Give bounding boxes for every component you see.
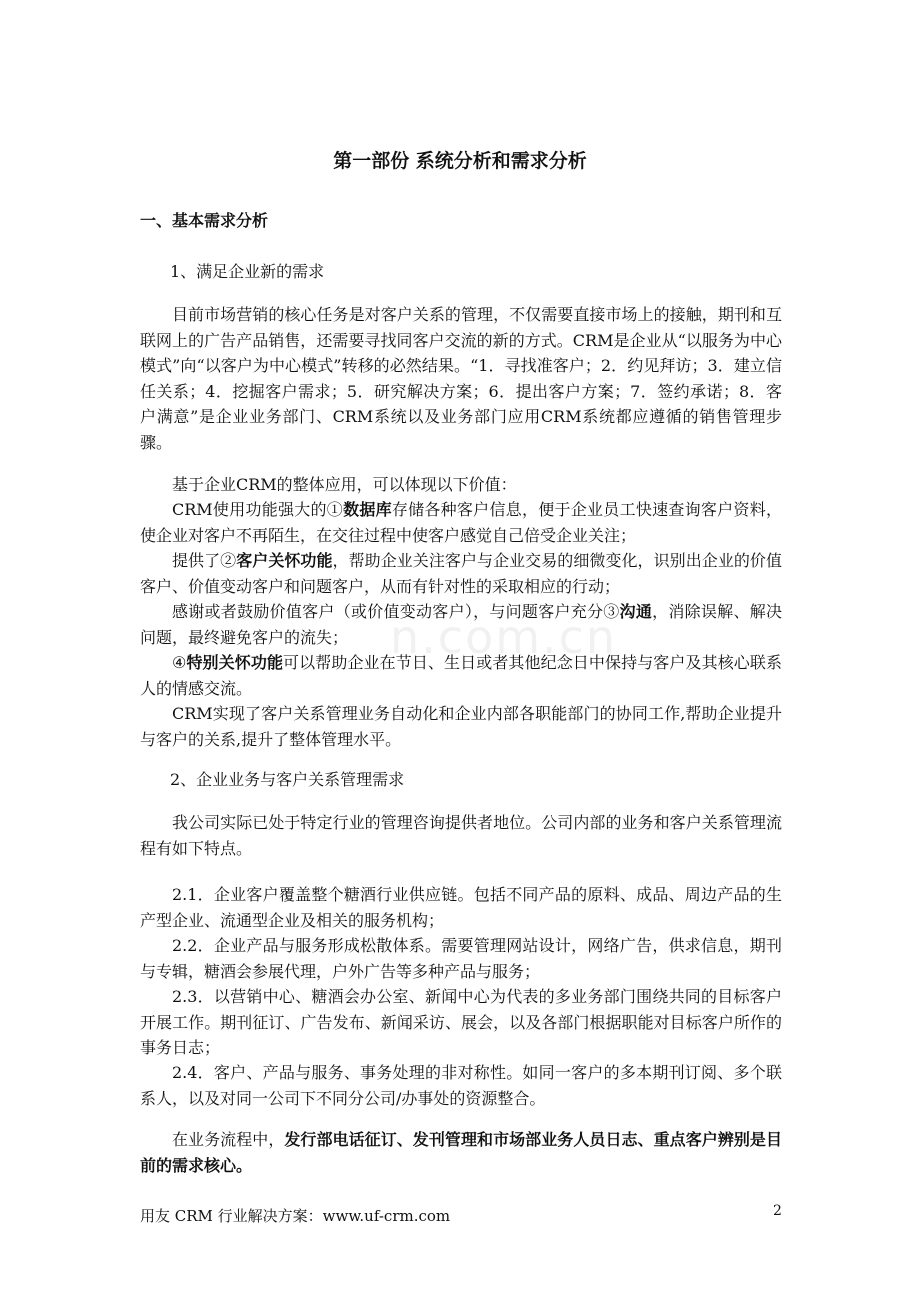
paragraph-care: 提供了②客户关怀功能，帮助企业关注客户与企业交易的细微变化，识别出企业的价值客户、价值变动客户和问题客户，从而有针对性的采取相应的行动；: [140, 551, 782, 596]
section-heading: 一、基本需求分析: [140, 211, 269, 230]
paragraph-value-intro: 基于企业CRM的整体应用，可以体现以下价值：: [172, 475, 517, 494]
footer-text: 用友 CRM 行业解决方案：www.uf-crm.com: [140, 1207, 451, 1225]
watermark: n.com.cn: [390, 610, 618, 664]
paragraph-company: 我公司实际已处于特定行业的管理咨询提供者地位。公司内部的业务和客户关系管理流程有如下特点。: [140, 813, 782, 858]
paragraph-database: CRM使用功能强大的①数据库存储各种客户信息，便于企业员工快速查询客户资料，使企业对客户不再陌生，在交往过程中使客户感觉自己倍受企业关注；: [140, 500, 782, 545]
list-item-2-3: 2.3．以营销中心、糖酒会办公室、新闻中心为代表的多业务部门围绕共同的目标客户开展工作。期刊征订、广告发布、新闻采访、展会，以及各部门根据职能对目标客户所作的事务日志；: [140, 987, 782, 1058]
subsection-heading-2: 2、企业业务与客户关系管理需求: [170, 770, 405, 789]
paragraph-special-care: ④特别关怀功能可以帮助企业在节日、生日或者其他纪念日中保持与客户及其核心联系人的情感交流。: [140, 653, 782, 698]
list-item-2-2: 2.2．企业产品与服务形成松散体系。需要管理网站设计，网络广告，供求信息，期刊与专辑，糖酒会参展代理，户外广告等多种产品与服务；: [140, 936, 782, 981]
paragraph-crm-summary: CRM实现了客户关系管理业务自动化和企业内部各职能部门的协同工作,帮助企业提升与客户的关系,提升了整体管理水平。: [140, 704, 782, 749]
paragraph-communication: 感谢或者鼓励价值客户（或价值变动客户），与问题客户充分③沟通，消除误解、解决问题，最终避免客户的流失；: [140, 602, 782, 647]
subsection-heading-1: 1、满足企业新的需求: [170, 262, 325, 281]
list-item-2-4: 2.4．客户、产品与服务、事务处理的非对称性。如同一客户的多本期刊订阅、多个联系人，以及对同一公司下不同分公司/办事处的资源整合。: [140, 1063, 782, 1108]
page-number: 2: [773, 1203, 782, 1219]
paragraph-market: 目前市场营销的核心任务是对客户关系的管理，不仅需要直接市场上的接触，期刊和互联网上的广告产品销售，还需要寻找同客户交流的新的方式。CRM是企业从“以服务为中心模式”向“以客户为中心模式”转移的必然结果。“1．寻找准客户；2．约见拜访；3．建立信任关系；4．挖掘客户需求；5．研究解决方案；6．提出客户方案；7．签约承诺；8．客户满意”是企业业务部门、CRM系统以及业务部门应用CRM系统都应遵循的销售管理步骤。: [140, 305, 782, 452]
paragraph-core-needs: 在业务流程中，发行部电话征订、发刊管理和市场部业务人员日志、重点客户辨别是目前的需求核心。: [140, 1130, 782, 1175]
page-title: 第一部份 系统分析和需求分析: [333, 150, 587, 172]
list-item-2-1: 2.1．企业客户覆盖整个糖酒行业供应链。包括不同产品的原料、成品、周边产品的生产型企业、流通型企业及相关的服务机构；: [140, 885, 782, 930]
